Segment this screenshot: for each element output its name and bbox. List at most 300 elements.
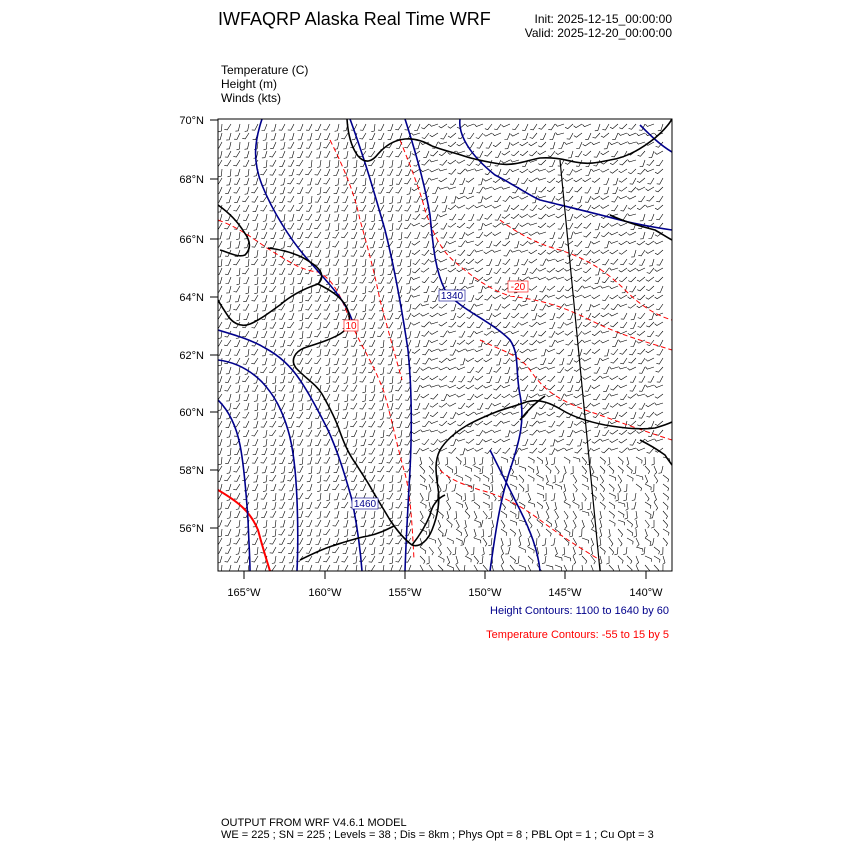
wind-barb xyxy=(537,529,540,538)
wind-barb xyxy=(529,151,537,156)
wind-barb xyxy=(645,484,651,490)
wind-barb xyxy=(351,232,357,238)
wind-barb xyxy=(601,133,609,137)
wind-barb xyxy=(254,223,258,230)
wind-barb xyxy=(628,187,636,192)
wind-barb xyxy=(558,223,564,229)
wind-barb xyxy=(586,169,592,176)
wind-barb xyxy=(573,511,577,519)
wind-barb xyxy=(503,322,510,328)
wind-barb xyxy=(439,178,447,182)
wind-barb xyxy=(389,502,393,510)
wind-barb xyxy=(343,547,348,554)
wind-barb xyxy=(537,484,543,490)
wind-barb xyxy=(326,241,330,249)
wind-barb xyxy=(369,223,375,229)
wind-barb xyxy=(602,259,609,265)
wind-barb xyxy=(396,250,402,257)
wind-barb xyxy=(262,124,268,131)
wind-barb xyxy=(305,169,312,175)
wind-barb xyxy=(651,484,654,492)
wind-barb xyxy=(430,403,438,407)
wind-barb xyxy=(359,421,366,427)
wind-barb xyxy=(469,187,474,194)
wind-barb xyxy=(628,358,636,363)
wind-barb xyxy=(476,439,483,445)
wind-barb xyxy=(297,268,303,275)
wind-barb xyxy=(296,421,303,427)
wind-barb xyxy=(235,295,240,302)
wind-barb xyxy=(272,376,276,384)
wind-barb xyxy=(491,520,494,529)
wind-barb xyxy=(306,430,312,436)
wind-barb xyxy=(263,430,267,438)
wind-barb xyxy=(271,484,276,491)
wind-barb xyxy=(638,322,645,327)
wind-barb xyxy=(362,214,366,222)
wind-barb xyxy=(585,133,591,139)
wind-barb xyxy=(429,538,436,543)
wind-barb xyxy=(601,331,610,333)
wind-barb xyxy=(379,520,384,527)
wind-barb xyxy=(397,421,402,428)
wind-barb xyxy=(351,340,357,346)
wind-barb xyxy=(299,502,303,510)
wind-barb xyxy=(446,493,449,502)
wind-barb xyxy=(377,331,384,337)
wind-barb xyxy=(308,160,312,168)
wind-barb xyxy=(650,511,655,518)
wind-barb xyxy=(503,196,510,201)
wind-barb xyxy=(619,223,628,226)
wind-barb xyxy=(663,529,669,536)
wind-barb xyxy=(501,547,504,556)
wind-barb xyxy=(325,349,330,356)
wind-barb xyxy=(305,232,312,238)
wind-barb xyxy=(456,439,465,441)
wind-barb xyxy=(505,367,510,374)
wind-barb xyxy=(279,430,285,436)
wind-barb xyxy=(538,214,546,219)
wind-barb xyxy=(572,493,574,502)
wind-barb xyxy=(272,214,276,221)
wind-barb xyxy=(582,520,584,529)
wind-barb xyxy=(324,565,330,571)
wind-barb xyxy=(537,493,544,498)
wind-barb xyxy=(405,322,411,329)
wind-barb xyxy=(479,457,483,465)
wind-barb xyxy=(272,403,277,410)
wind-barb xyxy=(289,556,294,563)
wind-barb xyxy=(386,187,393,193)
wind-barb xyxy=(548,376,555,381)
wind-barb xyxy=(611,259,618,264)
wind-barb xyxy=(334,502,339,509)
wind-barb xyxy=(547,187,555,192)
wind-barb xyxy=(269,475,276,481)
wind-barb xyxy=(511,214,519,219)
wind-barb xyxy=(602,277,609,283)
wind-barb xyxy=(242,133,249,139)
wind-barb xyxy=(370,466,376,473)
wind-barb xyxy=(396,340,402,347)
wind-barb xyxy=(216,493,223,499)
wind-barb xyxy=(549,421,555,427)
wind-barb xyxy=(422,160,430,165)
wind-barb xyxy=(493,439,501,443)
wind-barb xyxy=(280,340,285,347)
wind-barb xyxy=(368,457,375,463)
wind-barb xyxy=(529,394,537,398)
wind-barb xyxy=(244,394,249,401)
wind-barb xyxy=(478,178,483,185)
wind-barb xyxy=(475,295,483,300)
wind-barb xyxy=(520,322,529,325)
wind-barb xyxy=(546,565,553,570)
wind-barb xyxy=(305,313,312,319)
wind-barb xyxy=(352,223,357,230)
wind-barb xyxy=(411,133,420,135)
wind-barb xyxy=(254,466,258,474)
wind-barb xyxy=(262,223,268,230)
wind-barb xyxy=(342,223,348,229)
wind-barb xyxy=(503,448,510,453)
wind-barb xyxy=(288,142,294,148)
wind-barb xyxy=(415,205,420,212)
wind-barb xyxy=(525,484,528,492)
wind-barb xyxy=(487,376,493,383)
wind-barb xyxy=(324,439,330,445)
wind-barb xyxy=(582,466,587,474)
wind-barb xyxy=(325,538,330,545)
wind-barb xyxy=(323,322,330,328)
wind-barb xyxy=(421,367,429,370)
wind-barb xyxy=(585,313,591,319)
wind-barb xyxy=(619,169,627,173)
wind-barb xyxy=(566,340,574,345)
wind-barb xyxy=(495,376,501,383)
wind-barb xyxy=(475,385,483,389)
wind-barb xyxy=(233,259,240,265)
lon-label: 150°W xyxy=(468,587,502,599)
wind-barb xyxy=(628,304,636,308)
wind-barb xyxy=(396,565,402,571)
wind-barb xyxy=(453,547,457,555)
wind-barb xyxy=(617,565,620,574)
wind-barb xyxy=(227,295,231,302)
wind-barb xyxy=(370,376,375,383)
wind-barb xyxy=(530,430,538,435)
wind-barb xyxy=(420,475,425,482)
wind-barb xyxy=(243,277,249,284)
wind-barb xyxy=(442,196,447,203)
wind-barb xyxy=(538,376,546,380)
wind-barb xyxy=(592,340,600,344)
wind-barb xyxy=(315,367,321,373)
wind-barb xyxy=(574,250,582,255)
wind-barb xyxy=(324,511,330,517)
wind-barb xyxy=(460,448,465,455)
wind-barb xyxy=(619,187,627,191)
wind-barb xyxy=(468,304,474,310)
wind-barb xyxy=(360,367,366,373)
wind-barb xyxy=(630,178,636,184)
wind-barb xyxy=(263,439,267,447)
wind-barb xyxy=(560,475,565,482)
wind-barb xyxy=(610,313,619,316)
wind-barb xyxy=(326,160,330,168)
wind-barb xyxy=(627,475,633,481)
wind-barb xyxy=(307,178,312,185)
wind-barb xyxy=(520,376,528,380)
wind-barb xyxy=(352,547,357,554)
wind-barb xyxy=(342,556,349,562)
wind-barb xyxy=(457,340,465,344)
wind-barb xyxy=(549,448,555,454)
wind-barb xyxy=(325,214,330,221)
wind-barb xyxy=(657,178,663,184)
wind-barb xyxy=(493,178,501,183)
wind-barb xyxy=(480,556,484,564)
wind-barb xyxy=(227,538,231,545)
wind-barb xyxy=(333,556,339,563)
wind-barb xyxy=(456,457,461,465)
wind-barb xyxy=(592,313,600,318)
wind-barb xyxy=(602,124,609,130)
wind-barb xyxy=(414,232,420,239)
wind-barb xyxy=(541,349,546,356)
wind-barb xyxy=(656,196,663,202)
wind-barb xyxy=(315,124,321,130)
wind-barb xyxy=(225,151,231,157)
wind-barb xyxy=(629,259,636,265)
wind-barb xyxy=(603,385,609,391)
wind-barb xyxy=(316,448,321,455)
wind-barb xyxy=(582,475,588,482)
wind-barb xyxy=(405,169,411,175)
wind-barb xyxy=(564,520,567,529)
wind-barb xyxy=(522,124,528,130)
wind-barb xyxy=(562,547,565,555)
wind-barb xyxy=(448,241,457,244)
wind-barb xyxy=(601,205,609,208)
wind-barb xyxy=(288,268,294,274)
wind-barb xyxy=(505,142,510,149)
wind-barb xyxy=(557,421,565,426)
wind-barb xyxy=(655,187,663,192)
wind-barb xyxy=(600,547,605,554)
wind-barb xyxy=(486,142,492,148)
wind-barb xyxy=(360,250,366,256)
wind-barb xyxy=(307,439,312,446)
wind-barb xyxy=(316,529,321,536)
contour-label-temp-a xyxy=(508,281,528,293)
wind-barb xyxy=(550,439,555,446)
svg-text:10: 10 xyxy=(345,321,357,332)
wind-barb xyxy=(243,295,249,301)
wind-barb xyxy=(530,448,538,453)
wind-barb xyxy=(646,295,654,299)
wind-barb xyxy=(654,493,657,502)
wind-barb xyxy=(325,466,330,473)
wind-barb xyxy=(655,151,663,154)
wind-barb xyxy=(448,205,456,210)
wind-barb xyxy=(484,133,493,136)
wind-barb xyxy=(610,367,619,369)
wind-barb xyxy=(501,520,505,528)
wind-barb xyxy=(307,538,312,545)
wind-barb xyxy=(656,430,663,435)
wind-barb xyxy=(512,223,519,229)
wind-barb xyxy=(619,277,627,282)
wind-barb xyxy=(430,448,438,452)
wind-barb xyxy=(456,556,458,565)
wind-barb xyxy=(467,160,474,166)
wind-barb xyxy=(663,520,668,528)
wind-barb xyxy=(272,529,276,537)
wind-barb xyxy=(219,565,223,573)
wind-barb xyxy=(547,430,556,433)
wind-barb xyxy=(618,475,622,483)
wind-barb xyxy=(663,484,669,491)
wind-barb xyxy=(600,376,609,378)
wind-barb xyxy=(421,223,429,227)
wind-barb xyxy=(513,178,519,185)
wind-barb xyxy=(396,349,402,355)
wind-barb xyxy=(353,376,357,384)
wind-barb xyxy=(609,466,614,474)
wind-barb xyxy=(360,547,366,553)
wind-barb xyxy=(538,277,547,280)
wind-barb xyxy=(270,322,276,328)
wind-barb xyxy=(440,331,447,337)
wind-barb xyxy=(325,223,330,230)
wind-barb xyxy=(486,241,492,248)
wind-barb xyxy=(628,331,636,335)
wind-barb xyxy=(335,160,339,168)
wind-barb xyxy=(585,196,591,202)
wind-barb xyxy=(658,124,663,131)
wind-barb xyxy=(352,241,357,248)
wind-barb xyxy=(538,196,547,198)
wind-barb xyxy=(532,187,537,194)
wind-barb xyxy=(252,196,258,202)
map-frame xyxy=(218,119,672,571)
wind-barb xyxy=(655,268,663,271)
wind-barb xyxy=(271,457,276,464)
wind-barb xyxy=(431,286,438,292)
wind-barb xyxy=(469,277,474,284)
wind-barb xyxy=(548,358,555,364)
wind-barb xyxy=(272,556,276,564)
wind-barb xyxy=(395,151,402,157)
wind-barb xyxy=(353,214,357,222)
wind-barb xyxy=(343,403,348,410)
wind-barb xyxy=(342,358,348,365)
wind-barb xyxy=(579,529,582,537)
wind-barb xyxy=(334,187,339,194)
wind-barb xyxy=(380,484,384,492)
wind-barb xyxy=(362,259,366,267)
wind-barb xyxy=(512,268,519,274)
wind-barb xyxy=(323,502,330,508)
wind-barb xyxy=(483,502,489,508)
wind-barb xyxy=(369,277,376,283)
wind-barb xyxy=(360,277,366,283)
wind-barb xyxy=(342,565,348,571)
wind-barb xyxy=(529,421,537,426)
wind-barb xyxy=(628,159,637,162)
wind-barb xyxy=(583,178,591,182)
wind-barb xyxy=(234,178,240,184)
wind-barb xyxy=(412,250,420,255)
wind-barb xyxy=(565,241,573,245)
wind-barb xyxy=(457,385,465,389)
wind-barb xyxy=(388,295,393,302)
wind-barb xyxy=(243,340,249,347)
wind-barb xyxy=(242,196,249,202)
wind-barb xyxy=(389,196,393,204)
wind-barb xyxy=(503,358,510,364)
wind-barb xyxy=(475,250,484,252)
wind-barb xyxy=(619,250,627,254)
wind-barb xyxy=(609,511,614,518)
wind-barb xyxy=(288,205,294,211)
wind-barb xyxy=(530,133,537,138)
wind-barb xyxy=(652,457,655,465)
wind-barb xyxy=(451,277,456,284)
wind-barb xyxy=(334,358,339,365)
wind-barb xyxy=(620,322,627,328)
wind-barb xyxy=(610,295,618,299)
wind-barb xyxy=(420,493,423,501)
wind-barb xyxy=(649,259,654,266)
wind-barb xyxy=(511,133,520,136)
wind-barb xyxy=(395,520,402,526)
wind-barb xyxy=(592,241,601,244)
wind-barb xyxy=(485,403,492,409)
wind-barb xyxy=(396,556,403,562)
longitude-labels xyxy=(227,587,663,599)
wind-barb xyxy=(270,538,276,544)
wind-barb xyxy=(218,502,222,510)
wind-barb xyxy=(412,241,420,245)
wind-barb xyxy=(493,403,502,406)
wind-barb xyxy=(226,349,232,356)
wind-barb xyxy=(430,322,439,324)
wind-barb xyxy=(636,475,643,480)
wind-barb xyxy=(252,538,258,544)
wind-barb xyxy=(484,223,493,226)
wind-barb xyxy=(233,151,240,157)
wind-barb xyxy=(279,484,285,490)
wind-barb xyxy=(306,367,312,373)
wind-barb xyxy=(474,466,480,472)
wind-barb xyxy=(647,448,654,453)
wind-barb xyxy=(616,493,619,501)
wind-barb xyxy=(549,322,555,329)
wind-barb xyxy=(370,322,375,329)
wind-barb xyxy=(637,205,645,210)
wind-barb xyxy=(272,493,276,501)
wind-barb xyxy=(510,556,516,563)
wind-barb xyxy=(654,385,663,388)
wind-barb xyxy=(466,385,474,389)
init-time: Init: 2025-12-15_00:00:00 xyxy=(534,12,672,26)
contour-label-temp-b xyxy=(344,320,358,332)
wind-barb xyxy=(511,160,520,162)
wind-barb xyxy=(638,151,645,156)
